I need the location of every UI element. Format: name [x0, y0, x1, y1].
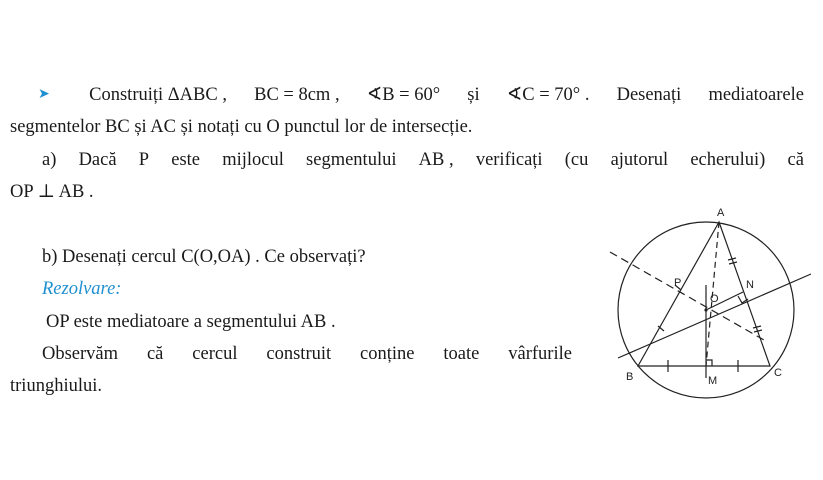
label-b: B: [626, 371, 634, 383]
triangle-abc: [638, 222, 770, 366]
word: echerului): [690, 150, 766, 170]
problem-line-1: [38, 84, 804, 106]
right-angle-mark-m: [706, 360, 712, 366]
word: Observăm: [42, 344, 119, 364]
label-o: O: [710, 293, 719, 305]
solution-line-2: [42, 343, 572, 365]
point-o: [704, 308, 707, 311]
problem-line-2: segmentelor BC și AC și notați cu O punctul lor de intersecție.: [10, 117, 473, 137]
question-a-line-2: OP ⊥ AB .: [10, 182, 94, 202]
word: ∢C = 70° .: [506, 85, 590, 105]
word: a): [42, 150, 57, 170]
line-through-b: [618, 274, 811, 358]
word: mijlocul: [222, 150, 284, 170]
perpendicular-bisector-ab: [610, 252, 764, 340]
word: conține: [360, 344, 415, 364]
word: verificați: [475, 150, 543, 170]
word: AB ,: [418, 150, 454, 170]
word: că: [146, 344, 164, 364]
word: cercul: [192, 344, 238, 364]
geometry-figure: [598, 200, 818, 400]
word: BC = 8cm ,: [254, 85, 340, 105]
word: Dacă: [78, 150, 117, 170]
word: Construiți ΔABC ,: [89, 85, 227, 105]
label-c: C: [774, 367, 782, 379]
question-a-line-1: [42, 149, 804, 171]
word: Desenați: [616, 85, 682, 105]
word: toate: [443, 344, 480, 364]
question-b-line: b) Desenați cercul C(O,OA) . Ce observați?: [42, 247, 366, 267]
word: (cu: [564, 150, 589, 170]
label-a: A: [717, 207, 725, 219]
solution-line-1: OP este mediatoare a segmentului AB .: [46, 312, 336, 332]
label-n: N: [746, 279, 754, 291]
label-m: M: [708, 375, 718, 387]
bullet-arrow-icon: ➤: [38, 87, 50, 102]
solution-heading: Rezolvare:: [42, 279, 122, 299]
word: segmentului: [306, 150, 397, 170]
word: construit: [266, 344, 332, 364]
word: P: [138, 150, 150, 170]
solution-line-3: triunghiului.: [10, 376, 102, 396]
word: este: [171, 150, 200, 170]
word: ∢B = 60°: [366, 85, 441, 105]
word: vârfurile: [508, 344, 572, 364]
word: și: [467, 85, 480, 105]
word: că: [787, 150, 804, 170]
word: ajutorul: [610, 150, 669, 170]
label-p: P: [674, 277, 682, 289]
word: mediatoarele: [708, 85, 804, 105]
